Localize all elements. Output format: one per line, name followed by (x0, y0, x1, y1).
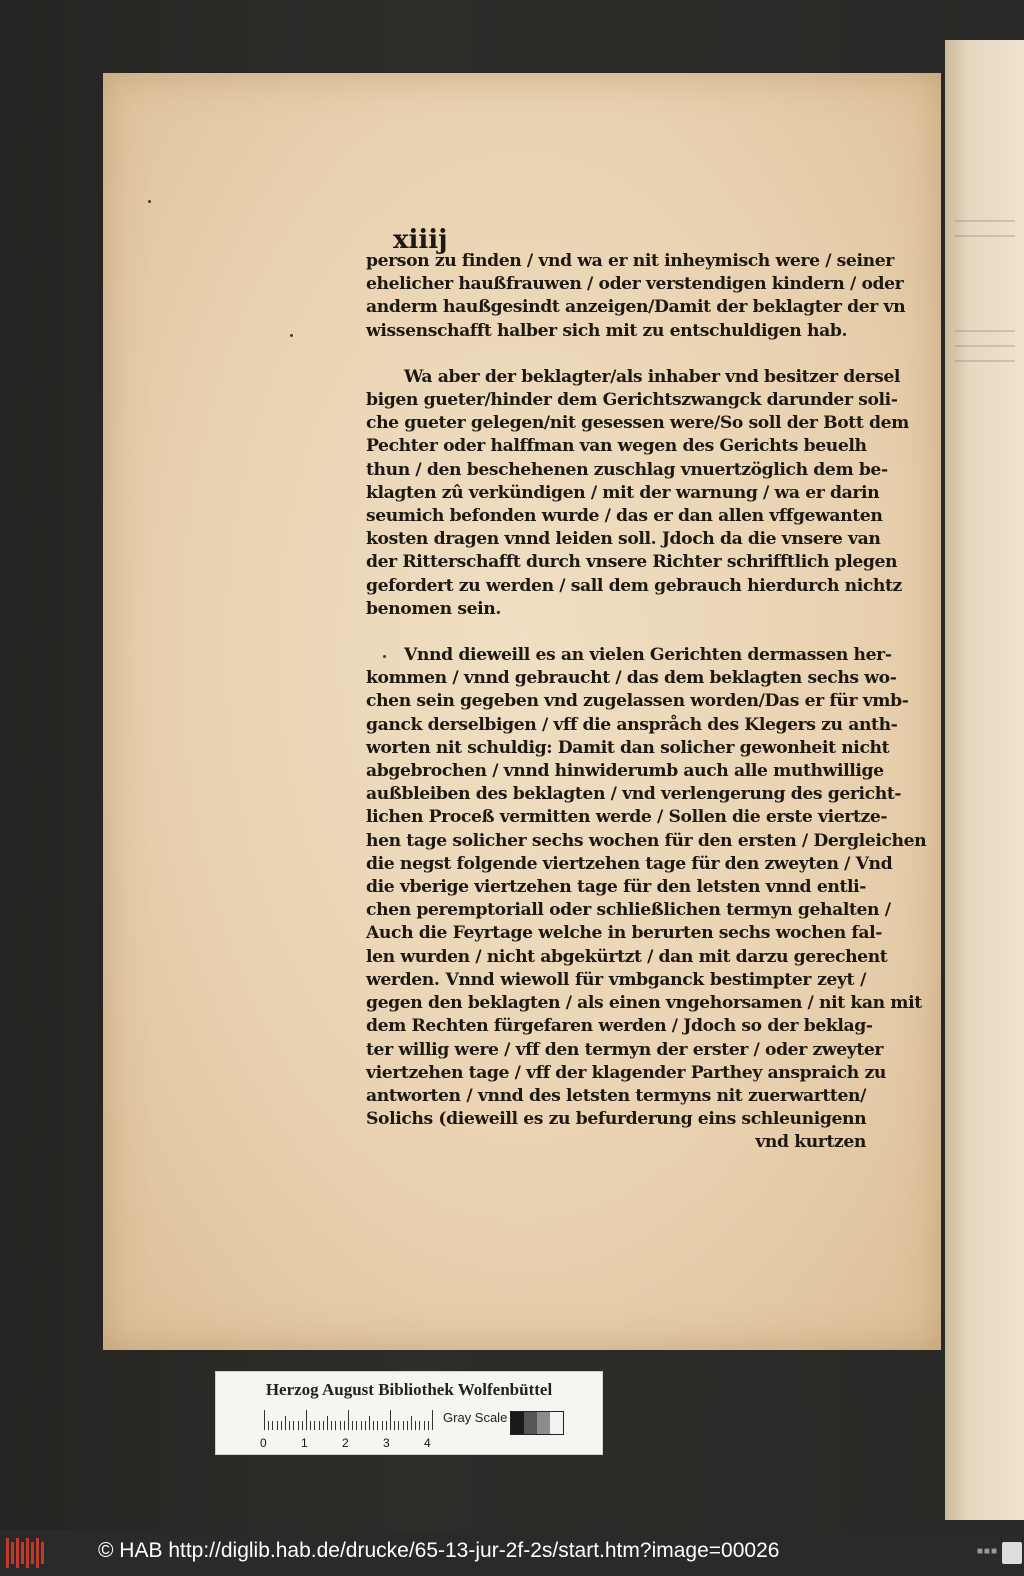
ruler-tick (398, 1421, 399, 1430)
ruler-label: 2 (342, 1436, 349, 1450)
paragraph-gap (366, 343, 866, 366)
ruler-tick (352, 1421, 353, 1430)
ruler-tick (390, 1410, 391, 1430)
ruler-tick (281, 1421, 282, 1430)
paragraph (366, 644, 927, 1131)
ruler-tick (306, 1410, 307, 1430)
footer-url-text[interactable]: © HAB http://diglib.hab.de/drucke/65-13-jur-2f-2s/start.htm?image=00026 (98, 1539, 780, 1562)
text-line: Wa aber der beklagter/als inhaber vnd besitzer dersel (404, 366, 901, 387)
ruler-tick (377, 1421, 378, 1430)
text-line: abgebrochen / vnnd hinwiderumb auch alle muthwillige (366, 761, 884, 782)
text-line: der Ritterschafft durch vnsere Richter schrifftlich plegen (366, 552, 898, 573)
ruler-tick (403, 1421, 404, 1430)
text-line: benomen sein. (366, 598, 501, 619)
ruler-tick (424, 1421, 425, 1430)
ruler-tick (407, 1421, 408, 1430)
text-line: person zu finden / vnd wa er nit inheymisch were / seiner (366, 251, 894, 271)
ruler-tick (340, 1421, 341, 1430)
page-speck (148, 200, 151, 203)
facing-page-edge (945, 40, 1024, 1520)
text-line: Solichs (dieweill es zu befurderung eins schleunigenn (366, 1109, 867, 1130)
ruler-tick (327, 1416, 328, 1430)
ruler-tick (285, 1416, 286, 1430)
ruler-tick (319, 1421, 320, 1430)
text-line: Pechter oder halffman van wegen des Gerichts beuelh (366, 436, 867, 457)
paragraph (366, 250, 906, 343)
ruler-tick (293, 1421, 294, 1430)
catchword: vnd kurtzen (755, 1132, 866, 1153)
ruler-tick (323, 1421, 324, 1430)
text-line: anderm haußgesindt anzeigen/Damit der beklagter der vn (366, 297, 906, 318)
text-line: kosten dragen vnnd leiden soll. Jdoch da die vnsere van (366, 529, 881, 550)
text-line: gegen den beklagten / als einen vngehorsamen / nit kan mit (366, 993, 922, 1014)
paragraphs (366, 250, 927, 1131)
text-line: die vberige viertzehen tage für den letsten vnnd entli- (366, 877, 866, 898)
text-line: klagten zû verkündigen / mit der warnung / wa er darin (366, 482, 880, 503)
ruler-tick (335, 1421, 336, 1430)
text-line: gefordert zu werden / sall dem gebrauch hierdurch nichtz (366, 575, 902, 596)
text-line: werden. Vnnd wiewoll für vmbganck bestimpter zeyt / (366, 969, 866, 990)
ruler-tick (394, 1421, 395, 1430)
ruler-tick (302, 1421, 303, 1430)
text-line: viertzehen tage / vff der klagender Parthey anspraich zu (366, 1062, 886, 1083)
ruler-tick (268, 1421, 269, 1430)
text-line: seumich befonden wurde / das er dan allen vffgewanten (366, 506, 883, 527)
gray-swatch (537, 1412, 550, 1434)
gray-swatch (524, 1412, 537, 1434)
gray-swatch (511, 1412, 524, 1434)
text-line: hen tage solicher sechs wochen für den ersten / Dergleichen (366, 830, 927, 851)
ruler-tick (331, 1421, 332, 1430)
ruler-tick (310, 1421, 311, 1430)
body-text (366, 250, 927, 1155)
ruler-tick (344, 1421, 345, 1430)
text-line: ganck derselbigen / vff die anspråch des Klegers zu anth- (366, 714, 898, 735)
paragraph-gap (366, 621, 866, 644)
text-line: antworten / vnnd des letsten termyns nit zuerwartten/ (366, 1085, 866, 1106)
gray-swatch (550, 1412, 563, 1434)
folio-number: xiiij (393, 225, 448, 255)
footer-menu-dots-icon[interactable]: ■■■ (976, 1546, 998, 1557)
text-line: kommen / vnnd gebraucht / das dem beklagten sechs wo- (366, 668, 897, 689)
gray-scale-label: Gray Scale (443, 1410, 508, 1425)
ruler-labels (260, 1436, 460, 1450)
ruler-scale (264, 1410, 434, 1430)
text-line: außbleiben des beklagten / vnd verlengerung des gericht- (366, 784, 902, 805)
ruler-tick (356, 1421, 357, 1430)
ruler-tick (298, 1421, 299, 1430)
color-calibration-bar (215, 1371, 603, 1455)
ruler-label: 4 (424, 1436, 431, 1450)
ruler-tick (361, 1421, 362, 1430)
ruler-tick (365, 1421, 366, 1430)
text-line: che gueter gelegen/nit gesessen were/So soll der Bott dem (366, 413, 909, 434)
ruler-tick (272, 1421, 273, 1430)
text-line: len wurden / nicht abgekürtzt / dan mit darzu gerechent (366, 946, 888, 967)
text-line: worten nit schuldig: Damit dan solicher gewonheit nicht (366, 737, 890, 758)
ruler-tick (411, 1416, 412, 1430)
text-line: dem Rechten fürgefaren werden / Jdoch so der beklag- (366, 1016, 873, 1037)
text-line: thun / den beschehenen zuschlag vnuertzöglich dem be- (366, 459, 888, 480)
ruler-label: 0 (260, 1436, 267, 1450)
text-line: die negst folgende viertzehen tage für den zweyten / Vnd (366, 853, 893, 874)
ruler-tick (428, 1421, 429, 1430)
paragraph (366, 366, 909, 621)
ruler-label: 3 (383, 1436, 390, 1450)
viewer-footer (0, 1530, 1024, 1576)
page-speck (290, 334, 293, 337)
ruler-tick (264, 1410, 265, 1430)
text-line: ehelicher haußfrauwen / oder verstendigen kindern / oder (366, 274, 904, 295)
page-thumbnail-icon[interactable] (1002, 1542, 1022, 1564)
ruler-tick (419, 1421, 420, 1430)
ruler-tick (382, 1421, 383, 1430)
ruler-tick (373, 1421, 374, 1430)
ruler-tick (348, 1410, 349, 1430)
ruler-tick (369, 1416, 370, 1430)
text-line: chen sein gegeben vnd zugelassen worden/Das er für vmb- (366, 691, 909, 712)
text-line: bigen gueter/hinder dem Gerichtszwangck darunder soli- (366, 390, 898, 411)
ruler-tick (289, 1421, 290, 1430)
text-line: wissenschafft halber sich mit zu entschuldigen hab. (366, 320, 848, 341)
text-line: lichen Proceß vermitten werde / Sollen die erste viertze- (366, 807, 888, 828)
ruler-label: 1 (301, 1436, 308, 1450)
ruler-tick (277, 1421, 278, 1430)
library-name: Herzog August Bibliothek Wolfenbüttel (265, 1380, 553, 1399)
text-line: Vnnd dieweill es an vielen Gerichten dermassen her- (404, 645, 892, 666)
ruler-tick (386, 1421, 387, 1430)
ruler-tick (415, 1421, 416, 1430)
ruler-tick (314, 1421, 315, 1430)
text-line: ter willig were / vff den termyn der erster / oder zweyter (366, 1039, 884, 1060)
gray-scale-swatches (510, 1411, 564, 1435)
hab-logo-icon[interactable] (6, 1538, 46, 1568)
text-line: chen peremptoriall oder schließlichen termyn gehalten / (366, 900, 891, 921)
ruler-tick (432, 1410, 433, 1430)
text-line: Auch die Feyrtage welche in berurten sechs wochen fal- (366, 923, 883, 944)
